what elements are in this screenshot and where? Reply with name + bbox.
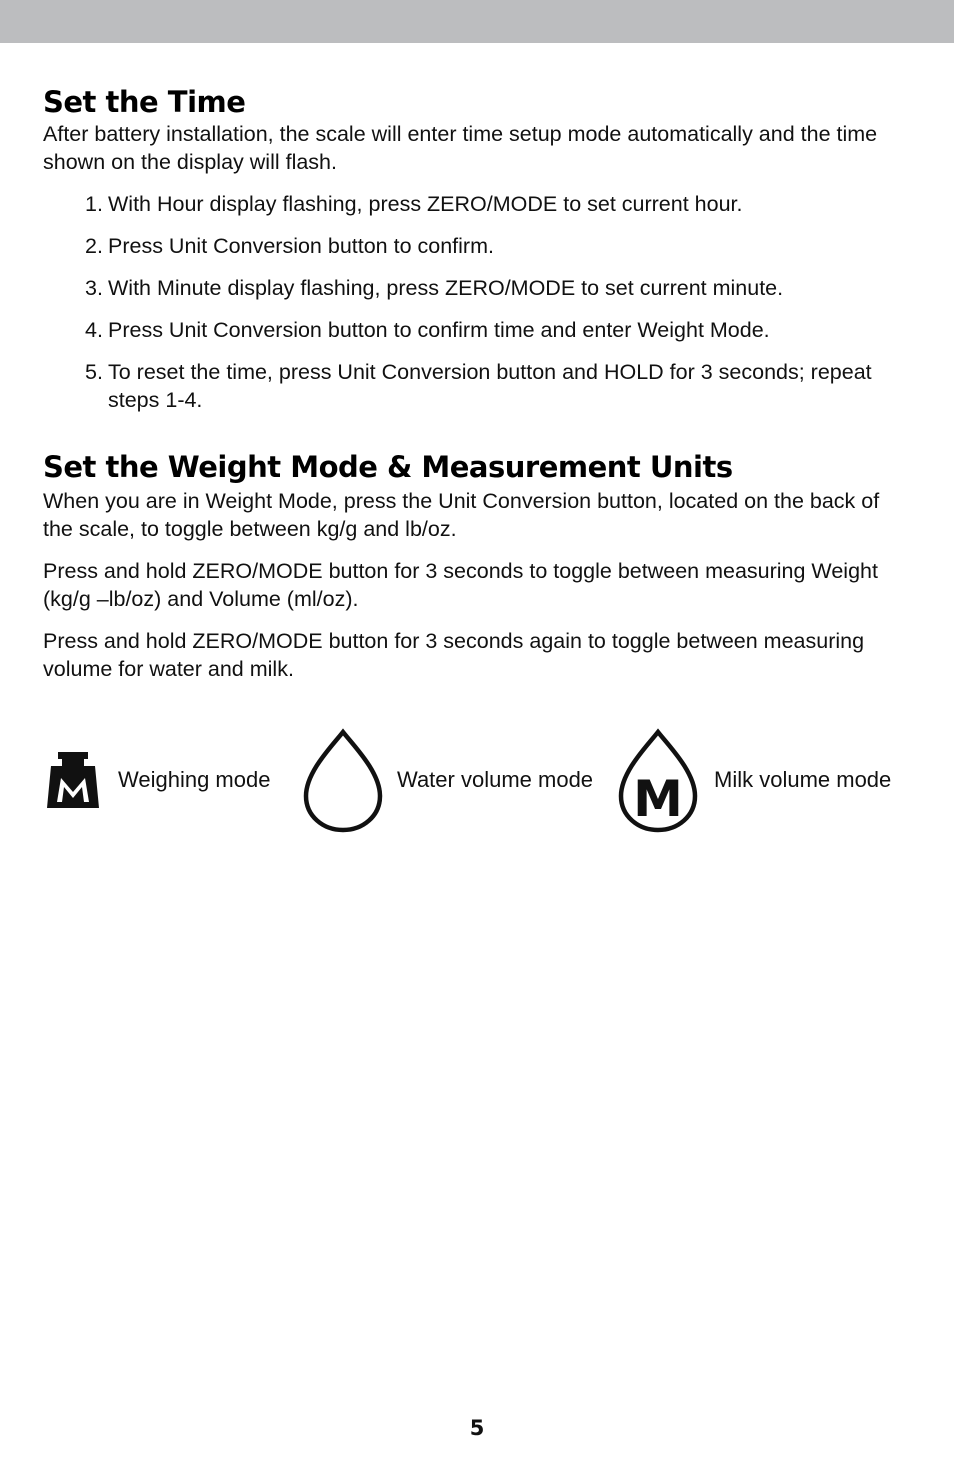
page-number: 5 bbox=[469, 1416, 485, 1440]
weight-mode-paragraph: Press and hold ZERO/MODE button for 3 seconds to toggle between measuring Weight (kg/g –lb/oz) and Volume (ml/oz). bbox=[43, 559, 878, 611]
step-text: With Minute display flashing, press ZERO/MODE to set current minute. bbox=[108, 276, 784, 300]
water-drop-icon bbox=[302, 728, 384, 834]
weight-icon bbox=[47, 752, 99, 808]
set-time-section bbox=[43, 84, 913, 414]
weight-mode-heading: Set the Weight Mode & Measurement Units bbox=[43, 450, 733, 484]
list-item bbox=[85, 232, 913, 260]
weight-mode-section bbox=[43, 449, 913, 683]
set-time-heading: Set the Time bbox=[43, 85, 246, 119]
milk-drop-glyph: M bbox=[633, 770, 683, 828]
weight-mode-paragraph: Press and hold ZERO/MODE button for 3 seconds again to toggle between measuring volume for water and milk. bbox=[43, 629, 865, 681]
header-bar bbox=[0, 0, 954, 43]
list-item bbox=[85, 190, 913, 218]
step-number: 2. bbox=[85, 234, 103, 258]
milk-drop-icon bbox=[617, 728, 699, 834]
step-text: With Hour display flashing, press ZERO/MODE to set current hour. bbox=[108, 192, 743, 216]
step-text: Press Unit Conversion button to confirm time and enter Weight Mode. bbox=[108, 318, 770, 342]
set-time-steps bbox=[43, 190, 913, 414]
set-time-intro: After battery installation, the scale will enter time setup mode automatically and the time shown on the display will flash. bbox=[43, 122, 878, 174]
page-content bbox=[43, 84, 913, 697]
milk-volume-mode-label: Milk volume mode bbox=[714, 767, 892, 792]
step-text: To reset the time, press Unit Conversion button and HOLD for 3 seconds; repeat steps 1-4. bbox=[108, 360, 872, 412]
water-volume-mode-label: Water volume mode bbox=[397, 767, 594, 792]
step-number: 4. bbox=[85, 318, 103, 342]
step-number: 5. bbox=[85, 360, 103, 384]
list-item bbox=[85, 316, 913, 344]
step-number: 3. bbox=[85, 276, 103, 300]
weight-mode-paragraph: When you are in Weight Mode, press the Unit Conversion button, located on the back of the scale, to toggle between kg/g and lb/oz. bbox=[43, 489, 880, 541]
list-item bbox=[85, 358, 913, 414]
list-item bbox=[85, 274, 913, 302]
weighing-mode-label: Weighing mode bbox=[118, 767, 271, 792]
step-number: 1. bbox=[85, 192, 103, 216]
step-text: Press Unit Conversion button to confirm. bbox=[108, 234, 494, 258]
